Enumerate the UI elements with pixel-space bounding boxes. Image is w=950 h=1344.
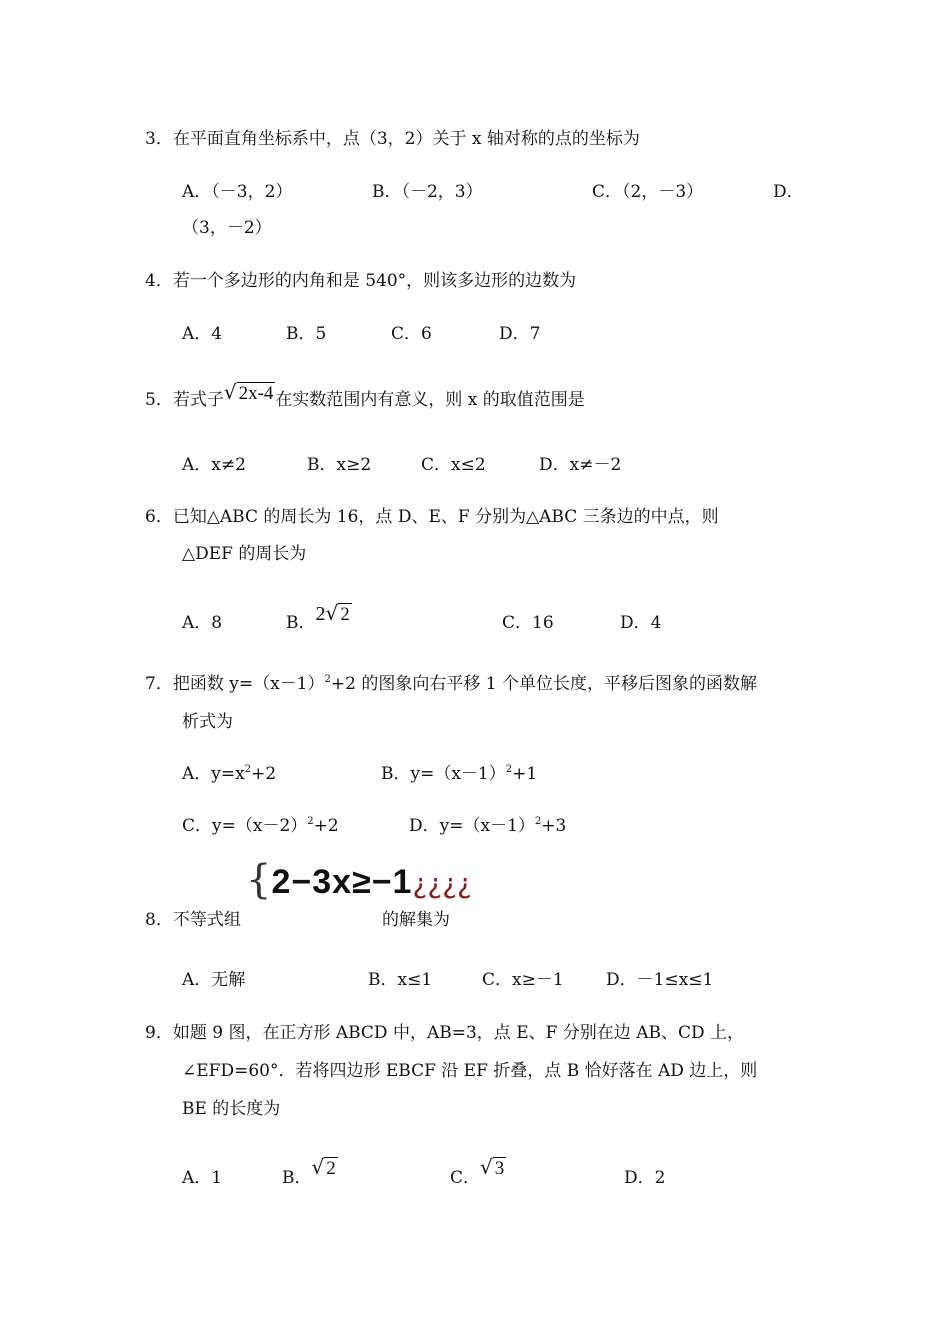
q3-option-a: A．（－3，2） [182,182,293,202]
q8-brace-icon: { [246,857,272,903]
q3-option-b: B．（－2，3） [372,182,483,202]
question-6-line-2: △DEF 的周长为 [182,544,307,564]
q7-c-exponent: 2 [307,816,314,827]
q6-option-b-coefficient: 2 [315,603,326,625]
q8-garbled-glyphs: ¿¿¿¿ [412,867,472,900]
q9-option-b-sqrt: √ 2 [311,1155,336,1179]
question-9-line-1: 9．如题 9 图，在正方形 ABCD 中，AB=3，点 E、F 分别在边 AB、CD 上， [145,1023,745,1043]
q3-option-d-value: （3，－2） [182,218,272,238]
q9-option-b-label: B． [282,1168,312,1188]
q8-option-a: A．无解 [182,970,246,990]
q9-option-b [282,1155,338,1189]
q9-option-b-radicand: 2 [326,1158,336,1179]
q7-b-prefix: B．y=（x－1） [381,764,506,784]
q6-option-b-sqrt: √ 2 [325,601,350,625]
q9-option-c-radicand: 3 [494,1158,505,1179]
q4-option-c: C．6 [391,324,432,344]
q8-prefix: 8．不等式组 [145,910,241,930]
q9-option-c-label: C． [450,1168,481,1188]
q5-suffix: 在实数范围内有意义，则 x 的取值范围是 [275,390,585,410]
q7-line1-suffix: +2 的图象向右平移 1 个单位长度，平移后图象的函数解 [330,674,757,694]
question-3-text: 3．在平面直角坐标系中，点（3，2）关于 x 轴对称的点的坐标为 [145,129,640,149]
q7-b-exponent: 2 [505,764,513,775]
q7-option-d [409,811,566,836]
q6-option-a: A．8 [182,613,223,633]
question-7-line-2: 析式为 [182,712,233,732]
q7-a-exponent: 2 [244,764,252,775]
question-7-line-1 [145,669,757,694]
q7-line1-prefix: 7．把函数 y=（x－1） [145,674,325,694]
q7-c-suffix: +2 [313,816,339,836]
q7-d-exponent: 2 [534,816,542,827]
q8-option-d: D．－1≤x≤1 [606,970,714,990]
q6-option-b-radicand: 2 [340,604,350,625]
question-5-text [145,380,585,411]
q5-option-a: A．x≠2 [182,455,246,475]
q7-line1-exponent: 2 [324,674,331,685]
q6-option-b [286,601,352,634]
question-9-line-3: BE 的长度为 [182,1099,281,1119]
q6-option-c: C．16 [502,613,554,633]
q9-option-c-sqrt: √ 3 [480,1155,505,1179]
q7-a-suffix: +2 [251,764,277,784]
question-6-line-1: 6．已知△ABC 的周长为 16，点 D、E、F 分别为△ABC 三条边的中点，则 [145,507,719,527]
q5-prefix: 5．若式子 [145,390,224,410]
q4-option-a: A．4 [182,324,223,344]
q5-option-b: B．x≥2 [307,455,372,475]
q7-option-b [381,759,537,784]
q9-option-d: D．2 [624,1168,666,1188]
q8-option-b: B．x≤1 [368,970,433,990]
q5-option-c: C．x≤2 [421,455,486,475]
q7-d-suffix: +3 [541,816,567,836]
q9-option-c [450,1155,506,1189]
q5-option-d: D．x≠－2 [539,455,622,475]
q8-option-c: C．x≥－1 [482,970,564,990]
q7-option-c [182,811,339,836]
q9-option-a: A．1 [182,1168,223,1188]
q8-inequality: 2−3x≥−1 [271,863,413,901]
q7-option-a [182,759,276,784]
question-9-line-2: ∠EFD=60°．若将四边形 EBCF 沿 EF 折叠，点 B 恰好落在 AD 边上，则 [182,1061,758,1081]
q3-option-d-label: D． [773,182,804,202]
q4-option-d: D．7 [499,324,541,344]
q7-b-suffix: +1 [512,764,538,784]
q7-a-prefix: A．y=x [182,764,245,784]
q7-c-prefix: C．y=（x－2） [182,816,308,836]
question-4-text: 4．若一个多边形的内角和是 540°，则该多边形的边数为 [145,271,577,291]
q8-inequality-system [246,857,472,903]
q6-option-d: D．4 [620,613,662,633]
q5-sqrt-expression: √ 2x-4 [223,380,274,404]
q5-radicand: 2x-4 [238,383,274,404]
q8-suffix: 的解集为 [382,910,450,930]
q6-option-b-label: B． [286,613,316,633]
q7-d-prefix: D．y=（x－1） [409,816,535,836]
q3-option-c: C．（2，－3） [592,182,704,202]
q4-option-b: B．5 [286,324,327,344]
